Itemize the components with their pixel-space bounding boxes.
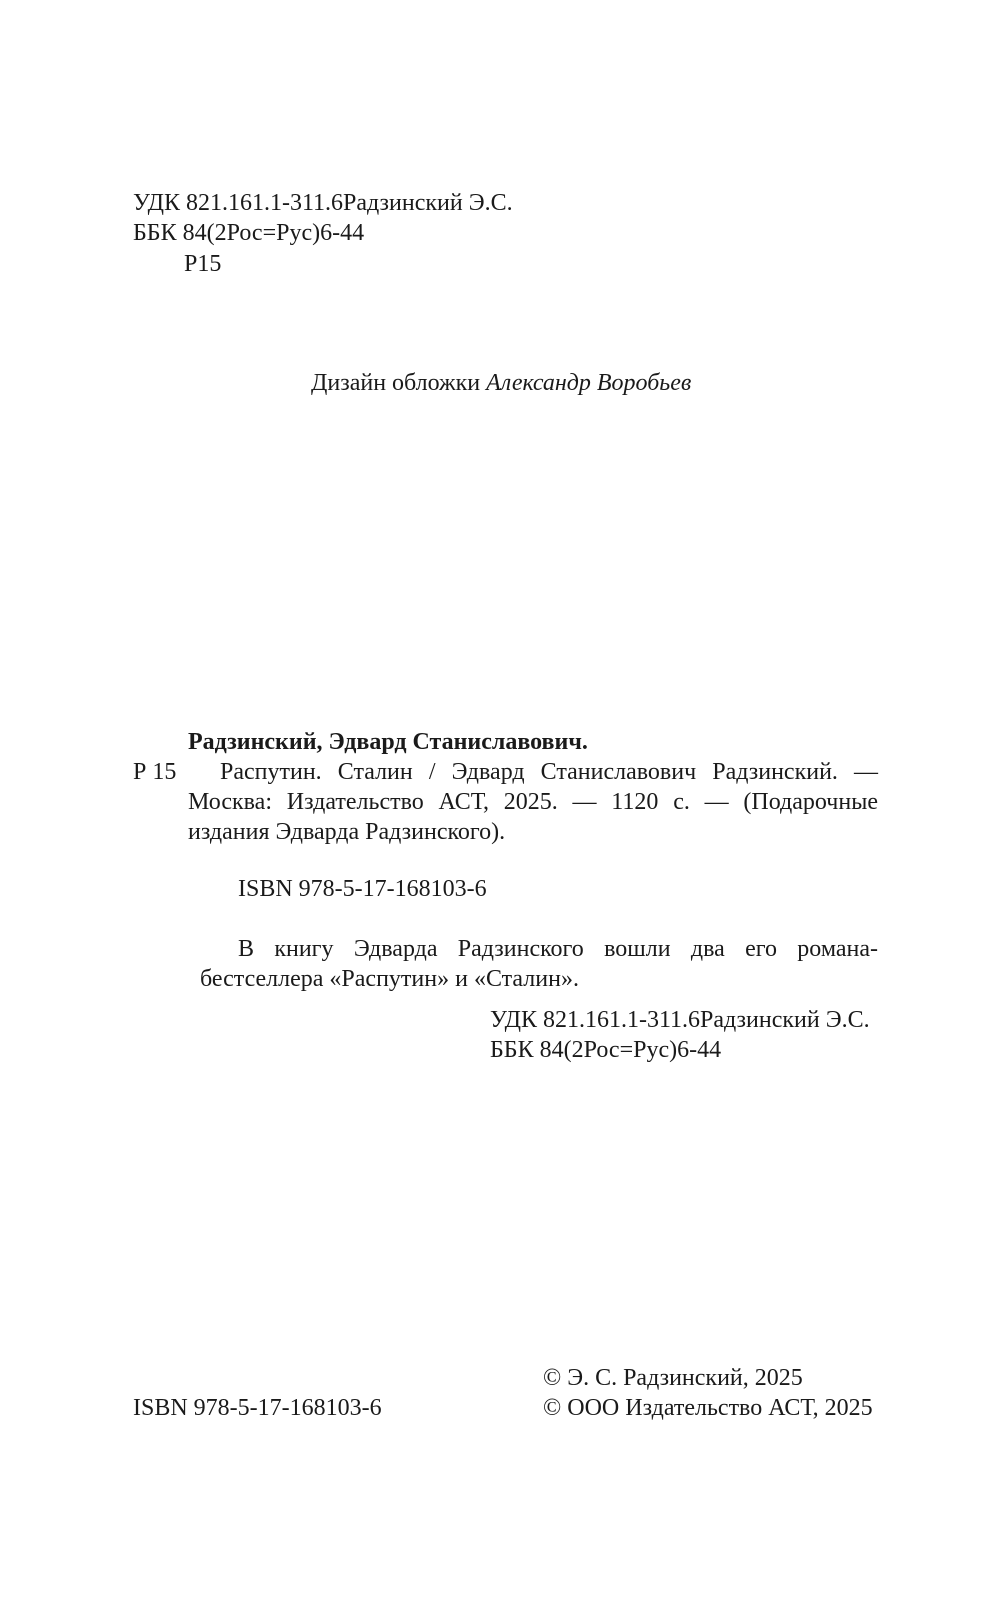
footer-isbn: ISBN 978-5-17-168103-6 xyxy=(133,1395,382,1421)
bibliographic-description: Распутин. Сталин / Эдвард Станиславович Радзинский. — Москва: Издательство АСТ, 2025. — 1120 с. — (Подарочные издания Эдварда Радзинского). xyxy=(188,759,878,845)
record-udk: УДК 821.161.1-311.6Радзинский Э.С. xyxy=(490,1007,870,1033)
cover-design-label: Дизайн обложки xyxy=(311,370,481,396)
top-bbk: ББК 84(2Рос=Рус)6-44 xyxy=(133,220,365,246)
record-isbn: ISBN 978-5-17-168103-6 xyxy=(238,876,487,902)
author-heading: Радзинский, Эдвард Станиславович. xyxy=(188,729,588,755)
annotation: В книгу Эдварда Радзинского вошли два его романа-бестселлера «Распутин» и «Сталин». xyxy=(200,936,878,992)
record-bbk: ББК 84(2Рос=Рус)6-44 xyxy=(490,1037,722,1063)
cover-designer-name: Александр Воробьев xyxy=(486,370,692,396)
author-mark: Р 15 xyxy=(133,759,177,785)
copyright-author: © Э. С. Радзинский, 2025 xyxy=(543,1365,803,1391)
top-udk: УДК 821.161.1-311.6Радзинский Э.С. xyxy=(133,190,513,216)
copyright-publisher: © ООО Издательство АСТ, 2025 xyxy=(543,1395,873,1421)
cover-design-credit xyxy=(311,368,691,398)
top-author-code: Р15 xyxy=(184,251,222,277)
